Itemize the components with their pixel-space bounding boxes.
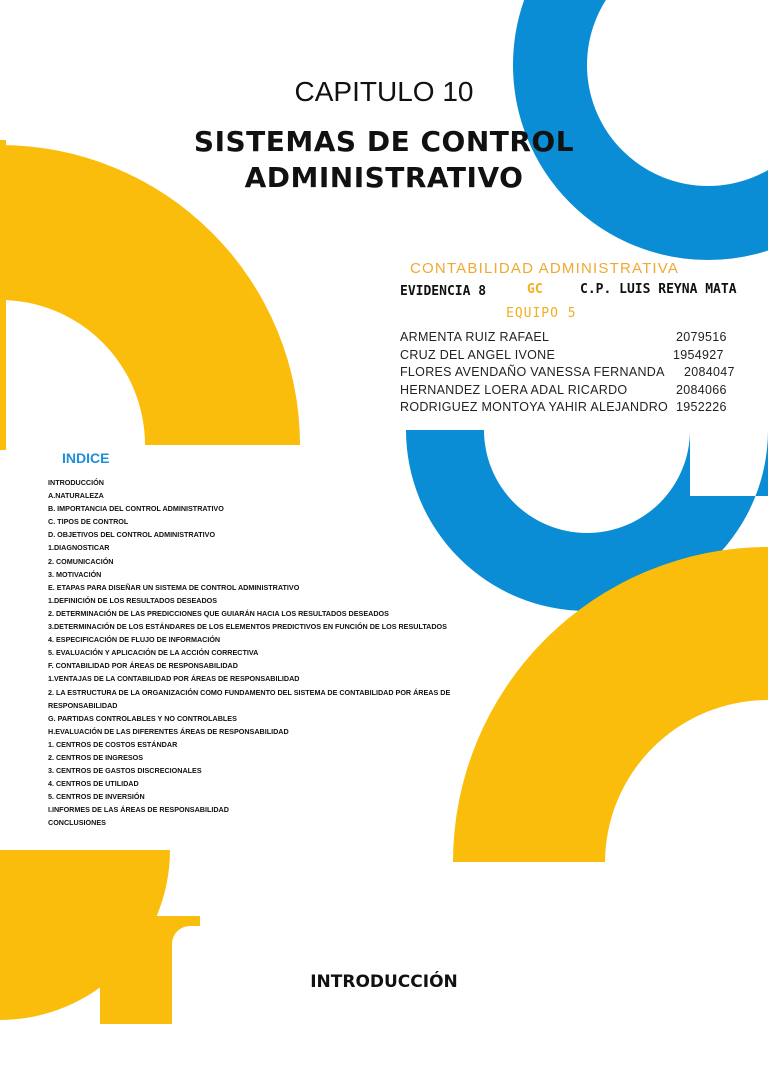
member-id: 2084066 [676,382,727,397]
index-item: 3. CENTROS DE GASTOS DISCRECIONALES [48,766,202,776]
evidence-label: EVIDENCIA 8 [400,284,487,299]
index-item: G. PARTIDAS CONTROLABLES Y NO CONTROLABLES [48,713,237,723]
index-item: B. IMPORTANCIA DEL CONTROL ADMINISTRATIVO [48,504,224,514]
member-row [400,348,740,366]
professor-name: C.P. LUIS REYNA MATA [580,282,737,297]
member-name: CRUZ DEL ANGEL IVONE [400,347,556,362]
index-item: 2. DETERMINACIÓN DE LAS PREDICCIONES QUE GUIARÁN HACIA LOS RESULTADOS DESEADOS [48,608,389,618]
index-item: I.INFORMES DE LAS ÁREAS DE RESPONSABILIDAD [48,805,229,815]
intro-heading: INTRODUCCIÓN [310,972,458,992]
index-item: 3.DETERMINACIÓN DE LOS ESTÁNDARES DE LOS ELEMENTOS PREDICTIVOS EN FUNCIÓN DE LOS RESULTADOS [48,622,447,632]
index-item: 1.VENTAJAS DE LA CONTABILIDAD POR ÁREAS DE RESPONSABILIDAD [48,674,300,684]
team-label: EQUIPO 5 [506,306,577,321]
index-item: 1.DEFINICIÓN DE LOS RESULTADOS DESEADOS [48,595,218,605]
index-list [48,476,458,830]
member-id: 2084047 [684,365,735,380]
index-item: 5. EVALUACIÓN Y APLICACIÓN DE LA ACCIÓN CORRECTIVA [48,648,259,658]
page-title [0,124,768,196]
member-name: RODRIGUEZ MONTOYA YAHIR ALEJANDRO [400,400,669,415]
index-item: 4. CENTROS DE UTILIDAD [48,779,139,789]
index-item: F. CONTABILIDAD POR ÁREAS DE RESPONSABILIDAD [48,661,238,671]
index-item: 1. CENTROS DE COSTOS ESTÁNDAR [48,739,178,749]
index-item: 3. MOTIVACIÓN [48,569,102,579]
index-item: D. OBJETIVOS DEL CONTROL ADMINISTRATIVO [48,530,216,540]
member-id: 1952226 [676,400,727,415]
member-row [400,330,740,348]
index-item: E. ETAPAS PARA DISEÑAR UN SISTEMA DE CONTROL ADMINISTRATIVO [48,582,300,592]
yellow-ring-lower-shape [453,547,768,862]
member-row [400,400,740,418]
member-name: ARMENTA RUIZ RAFAEL [400,330,550,344]
index-item: 2. LA ESTRUCTURA DE LA ORGANIZACIÓN COMO FUNDAMENTO DEL SISTEMA DE CONTABILIDAD POR ÁREAS DE RESPONSABILIDAD [48,687,451,710]
index-item: CONCLUSIONES [48,818,106,828]
group-label: GC [527,282,543,297]
intro-card [172,926,768,1066]
subject-name: CONTABILIDAD ADMINISTRATIVA [410,260,680,277]
index-item: INTRODUCCIÓN [48,478,104,487]
member-id: 1954927 [673,347,724,362]
member-list [400,330,740,418]
chapter-label: CAPITULO 10 [294,76,474,107]
index-item: H.EVALUACIÓN DE LAS DIFERENTES ÁREAS DE RESPONSABILIDAD [48,726,289,736]
index-item: 5. CENTROS DE INVERSIÓN [48,792,145,802]
index-item: 2. COMUNICACIÓN [48,556,114,566]
index-item: 1.DIAGNOSTICAR [48,543,110,553]
title-line-2: ADMINISTRATIVO [244,161,524,194]
member-row [400,383,740,401]
title-line-1: SISTEMAS DE CONTROL [193,125,575,158]
member-name: FLORES AVENDAÑO VANESSA FERNANDA [400,365,665,380]
index-item: C. TIPOS DE CONTROL [48,517,129,527]
member-row [400,365,740,383]
index-item: 4. ESPECIFICACIÓN DE FLUJO DE INFORMACIÓN [48,635,221,645]
index-item: A.NATURALEZA [48,491,104,501]
member-name: HERNANDEZ LOERA ADAL RICARDO [400,382,628,397]
index-heading: INDICE [62,450,110,466]
index-item: 2. CENTROS DE INGRESOS [48,752,144,762]
member-id: 2079516 [676,330,727,344]
